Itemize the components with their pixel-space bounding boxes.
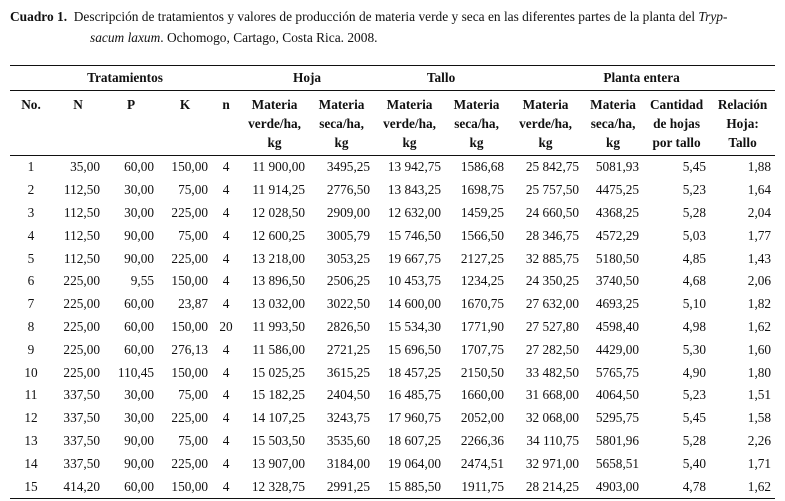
table-cell: 1660,00 [460,387,505,403]
table-cell: 5,28 [682,432,707,448]
column-header [583,91,643,156]
table-cell: 31 668,00 [525,387,580,403]
table-cell: 337,50 [63,432,100,448]
caption-line-1 [10,6,775,27]
table-cell: 4 [222,296,230,312]
column-header-line: kg [538,135,553,150]
table-cell: 5295,75 [595,410,640,426]
table-cell: 1,58 [747,410,772,426]
table-cell: 19 667,75 [387,250,442,266]
table-cell: 225,00 [63,273,100,289]
table-cell: 112,50 [63,227,100,243]
table-cell: 2474,51 [460,455,505,471]
table-cell: 150,00 [171,364,208,380]
table-cell: 1,88 [747,159,772,175]
table-cell: 12 [24,410,38,426]
table-cell: 4693,25 [595,296,640,312]
table-cell: 3495,25 [326,159,371,175]
table-cell: 4064,50 [595,387,640,403]
column-header-line: seca/ha, [319,116,364,131]
table-cell: 4572,29 [595,227,640,243]
table-cell: 13 218,00 [251,250,306,266]
table-cell: 11 900,00 [252,159,306,175]
table-cell: 15 885,50 [374,475,445,498]
column-header-line: Materia [590,97,636,112]
table-cell: 337,50 [63,410,100,426]
table-cell: 4903,00 [583,475,643,498]
table-cell: 60,00 [124,341,154,357]
table-cell: 2052,00 [460,410,505,426]
table-cell: 1,43 [747,250,772,266]
table-cell: 5081,93 [595,159,640,175]
column-header [374,91,445,156]
column-header [445,91,508,156]
table-cell: 5,40 [682,455,707,471]
table-cell: 2,26 [747,432,772,448]
group-tallo: Tallo [374,66,508,91]
table-cell: 4,90 [682,364,707,380]
column-header-line: Materia [251,97,298,112]
table-cell: 2150,50 [460,364,505,380]
column-header-line: verde/ha, [519,116,572,131]
table-cell: 1,62 [710,475,775,498]
table-cell: 5,28 [682,204,707,220]
table-cell: 5,10 [682,296,707,312]
table-cell: 1,64 [747,182,772,198]
table-cell: 13 907,00 [251,455,306,471]
table-cell: 90,00 [124,432,154,448]
table-cell: 5658,51 [595,455,640,471]
table-cell: 10 453,75 [387,273,442,289]
column-header-line: Materia [522,97,569,112]
group-planta-entera: Planta entera [508,66,775,91]
table-cell: 10 [24,364,38,380]
caption-text: Descripción de tratamientos y valores de producción de materia verde y seca en las diferentes partes de la planta del [73,9,699,24]
table-cell: 15 746,50 [387,227,442,243]
table-cell: 2,04 [747,204,772,220]
table-cell: 3005,79 [326,227,371,243]
table-cell: 1,77 [747,227,772,243]
table-cell: 15 534,30 [387,318,442,334]
column-header-line: N [73,97,83,112]
table-cell: 2991,25 [309,475,374,498]
table-cell: 18 457,25 [387,364,442,380]
data-table [10,65,775,499]
table-cell: 30,00 [124,387,154,403]
table-cell: 2266,36 [460,432,505,448]
table-cell: 18 607,25 [387,432,442,448]
table-cell: 4 [222,159,230,175]
table-cell: 30,00 [124,182,154,198]
table-cell: 6 [27,273,35,289]
table-cell: 1,71 [747,455,772,471]
table-cell: 19 064,00 [387,455,442,471]
table-cell: 90,00 [124,455,154,471]
table-cell: 16 485,75 [387,387,442,403]
table-cell: 150,00 [158,475,212,498]
table-cell: 414,20 [52,475,104,498]
table-cell: 150,00 [171,273,208,289]
table-cell: 7 [27,296,35,312]
table-cell: 150,00 [171,159,208,175]
table-row [10,224,775,247]
table-cell: 30,00 [124,204,154,220]
table-cell: 225,00 [171,410,208,426]
table-row [10,338,775,361]
table-cell: 4 [222,273,230,289]
table-cell: 15 [10,475,52,498]
table-cell: 75,00 [178,227,208,243]
table-cell: 32 971,00 [525,455,580,471]
table-cell: 110,45 [117,364,154,380]
table-cell: 34 110,75 [526,432,580,448]
table-cell: 1,60 [747,341,772,357]
table-cell: 30,00 [124,410,154,426]
column-header-line: Materia [386,97,433,112]
table-cell: 1459,25 [460,204,505,220]
table-cell: 11 914,25 [252,182,306,198]
table-cell: 28 214,25 [508,475,583,498]
table-cell: 4 [222,364,230,380]
table-cell: 2721,25 [326,341,371,357]
table-cell: 1,80 [747,364,772,380]
column-header-line: seca/ha, [590,116,636,131]
table-caption [10,6,775,48]
table-cell: 90,00 [124,250,154,266]
table-cell: 11 [24,387,38,403]
table-cell: 60,00 [124,159,154,175]
table-cell: 4 [222,250,230,266]
table-cell: 5,23 [682,387,707,403]
column-header-row [10,91,775,156]
table-cell: 75,00 [178,432,208,448]
table-cell: 4429,00 [595,341,640,357]
table-cell: 24 350,25 [525,273,580,289]
table-cell: 4 [222,387,230,403]
table-cell: 4,78 [643,475,710,498]
table-cell: 28 346,75 [525,227,580,243]
table-cell: 25 842,75 [525,159,580,175]
column-header [104,91,158,156]
table-cell: 3615,25 [326,364,371,380]
table-cell: 5,23 [682,182,707,198]
column-header-line: P [126,97,136,112]
column-header-line: Relación [717,97,768,112]
table-cell: 23,87 [178,296,208,312]
column-header-line: K [179,97,191,112]
table-cell: 225,00 [63,341,100,357]
caption-label: Cuadro 1. [10,9,68,24]
table-cell: 33 482,50 [525,364,580,380]
table-cell: 5,45 [682,410,707,426]
table-cell: 337,50 [63,455,100,471]
table-cell: 4 [222,455,230,471]
table-cell: 2 [27,182,35,198]
column-header-line: Hoja: [726,116,759,131]
table-cell: 14 [24,455,38,471]
table-cell: 4 [27,227,35,243]
table-cell: 9 [27,341,35,357]
table-row [10,407,775,430]
column-header-line: verde/ha, [248,116,301,131]
table-cell: 13 [24,432,38,448]
table-row [10,361,775,384]
table-row [10,475,775,498]
table-cell: 225,00 [63,318,100,334]
column-header-line: No. [21,97,41,112]
caption-location: . Ochomogo, Cartago, Costa Rica. 2008. [160,30,378,45]
table-row [10,293,775,316]
table-cell: 2826,50 [326,318,371,334]
table-cell: 24 660,50 [525,204,580,220]
table-cell: 15 696,50 [387,341,442,357]
table-cell: 12 028,50 [251,204,306,220]
table-cell: 32 885,75 [525,250,580,266]
table-cell: 225,00 [171,455,208,471]
table-cell: 112,50 [63,250,100,266]
table-cell: 1670,75 [460,296,505,312]
table-cell: 225,00 [171,250,208,266]
table-cell: 14 600,00 [387,296,442,312]
table-cell: 17 960,75 [387,410,442,426]
table-cell: 15 503,50 [251,432,306,448]
table-cell: 4475,25 [595,182,640,198]
table-row [10,179,775,202]
table-cell: 15 025,25 [251,364,306,380]
table-cell: 13 942,75 [387,159,442,175]
column-header [508,91,583,156]
table-cell: 11 993,50 [252,318,306,334]
table-cell: 11 586,00 [252,341,306,357]
table-cell: 60,00 [124,296,154,312]
table-cell: 4 [222,182,230,198]
table-cell: 1707,75 [460,341,505,357]
table-cell: 225,00 [171,204,208,220]
table-cell: 276,13 [171,341,208,357]
table-cell: 225,00 [63,364,100,380]
table-cell: 4 [222,204,230,220]
table-cell: 2776,50 [326,182,371,198]
table-cell: 112,50 [63,182,100,198]
column-header-line: de hojas [653,116,701,131]
table-cell: 1,82 [747,296,772,312]
table-cell: 1698,75 [460,182,505,198]
table-cell: 2506,25 [326,273,371,289]
table-cell: 90,00 [124,227,154,243]
column-header-line: kg [334,135,349,150]
column-header [643,91,710,156]
table-cell: 15 182,25 [251,387,306,403]
table-cell: 3053,25 [326,250,371,266]
table-cell: 4 [212,475,240,498]
group-tratamientos: Tratamientos [10,66,240,91]
table-cell: 12 328,75 [240,475,309,498]
table-row [10,430,775,453]
table-cell: 20 [219,318,233,334]
group-hoja: Hoja [240,66,374,91]
table-cell: 5180,50 [595,250,640,266]
table-cell: 3740,50 [595,273,640,289]
column-header [240,91,309,156]
table-cell: 8 [27,318,35,334]
table-cell: 1586,68 [460,159,505,175]
table-cell: 5801,96 [595,432,640,448]
table-cell: 4 [222,410,230,426]
table-cell: 4,98 [682,318,707,334]
table-cell: 5765,75 [595,364,640,380]
table-cell: 112,50 [63,204,100,220]
table-cell: 60,00 [124,318,154,334]
table-cell: 1234,25 [460,273,505,289]
table-cell: 14 107,25 [251,410,306,426]
column-header [158,91,212,156]
table-cell: 1911,75 [445,475,508,498]
table-cell: 5,45 [682,159,707,175]
table-row [10,452,775,475]
column-header-line: kg [402,135,417,150]
table-cell: 4368,25 [595,204,640,220]
table-cell: 4 [222,341,230,357]
column-header-line: kg [606,135,621,150]
table-cell: 1566,50 [460,227,505,243]
table-cell: 27 282,50 [525,341,580,357]
table-cell: 75,00 [178,182,208,198]
caption-line-2 [10,27,775,48]
column-header-line: kg [267,135,282,150]
table-cell: 5 [27,250,35,266]
table-cell: 1771,90 [460,318,505,334]
table-cell: 150,00 [171,318,208,334]
table-cell: 4 [222,227,230,243]
column-header-line: Materia [318,97,365,112]
column-header-line: seca/ha, [454,116,499,131]
table-row [10,384,775,407]
column-header-line: Cantidad [649,97,704,112]
column-header-line: por tallo [652,135,701,150]
table-cell: 1 [27,159,35,175]
table-cell: 337,50 [63,387,100,403]
table-cell: 60,00 [104,475,158,498]
table-row [10,316,775,339]
table-cell: 25 757,50 [525,182,580,198]
table-row [10,247,775,270]
column-header [52,91,104,156]
table-body [10,156,775,499]
column-header [212,91,240,156]
table-cell: 35,00 [70,159,100,175]
table-cell: 3535,60 [326,432,371,448]
table-cell: 2404,50 [326,387,371,403]
group-header-row [10,66,775,91]
table-cell: 3 [27,204,35,220]
column-header [710,91,775,156]
table-cell: 4,68 [682,273,707,289]
caption-species-part1: Tryp- [698,9,728,24]
table-cell: 75,00 [178,387,208,403]
table-cell: 2127,25 [460,250,505,266]
column-header [309,91,374,156]
table-cell: 12 632,00 [387,204,442,220]
table-cell: 3184,00 [326,455,371,471]
column-header [10,91,52,156]
table-cell: 4 [222,432,230,448]
table-cell: 5,30 [682,341,707,357]
table-row [10,202,775,225]
column-header-line: Tallo [728,135,757,150]
table-cell: 1,51 [747,387,772,403]
table-cell: 27 527,80 [525,318,580,334]
caption-species-part2: sacum laxum [90,30,161,45]
table-cell: 9,55 [130,273,154,289]
table-cell: 2,06 [747,273,772,289]
column-header-line: kg [469,135,484,150]
table-cell: 225,00 [63,296,100,312]
column-header-line: n [222,97,230,112]
table-cell: 2909,00 [326,204,371,220]
table-cell: 13 032,00 [251,296,306,312]
table-cell: 3022,50 [326,296,371,312]
table-cell: 13 843,25 [387,182,442,198]
table-cell: 27 632,00 [525,296,580,312]
table-row [10,270,775,293]
table-cell: 32 068,00 [525,410,580,426]
table-cell: 13 896,50 [251,273,306,289]
table-cell: 5,03 [682,227,707,243]
table-cell: 12 600,25 [251,227,306,243]
table-cell: 4,85 [682,250,707,266]
table-cell: 3243,75 [326,410,371,426]
table-cell: 4598,40 [595,318,640,334]
column-header-line: verde/ha, [383,116,436,131]
table-cell: 1,62 [747,318,772,334]
column-header-line: Materia [453,97,500,112]
table-row [10,156,775,179]
